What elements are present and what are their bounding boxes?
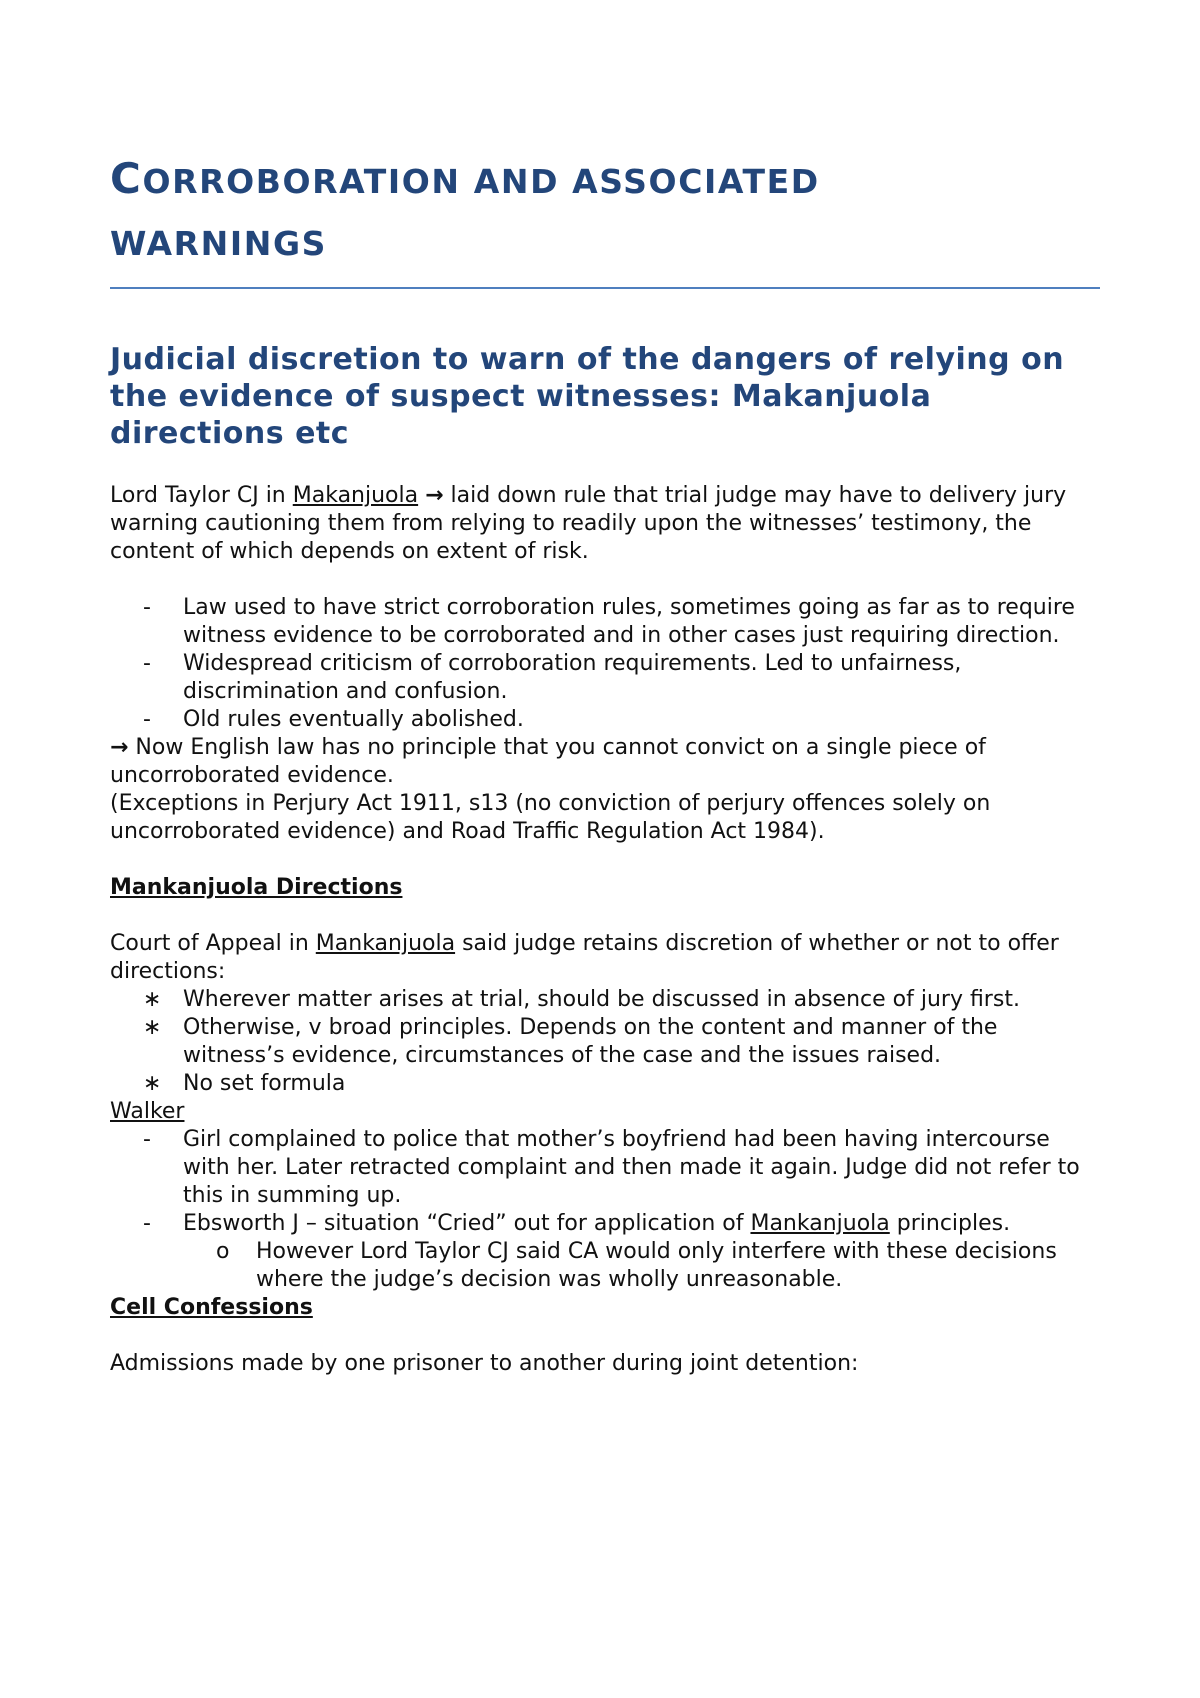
- list-item: [110, 1014, 1100, 1070]
- walker-item2-prefix: Ebsworth J – situation “Cried” out for application of: [183, 1211, 751, 1236]
- title-line-2: WARNINGS: [110, 224, 328, 263]
- title-first-letter: C: [110, 154, 143, 203]
- history-list: [110, 594, 1100, 734]
- list-item: [110, 1070, 1100, 1098]
- now-text: Now English law has no principle that you cannot convict on a single piece of uncorroborated evidence.: [110, 735, 986, 788]
- walker-item2-suffix: principles.: [889, 1211, 1011, 1236]
- asterisk-bullet-icon: ∗: [143, 1071, 162, 1096]
- list-item-text: Wherever matter arises at trial, should be discussed in absence of jury first.: [183, 987, 1020, 1012]
- case-name-makanjuola: Makanjuola: [292, 483, 419, 508]
- arrow-icon: →: [425, 483, 444, 508]
- section-heading: Judicial discretion to warn of the dangers of relying on the evidence of suspect witnesses: Makanjuola directions etc: [110, 342, 1065, 451]
- sub-list-item: [183, 1238, 1100, 1294]
- dash-bullet: -: [143, 707, 151, 732]
- intro-paragraph: [110, 482, 1100, 566]
- title-line-1: ORROBORATION AND ASSOCIATED: [142, 162, 820, 201]
- list-item: [110, 706, 1100, 734]
- list-item-text: [183, 1211, 1010, 1236]
- dash-bullet: -: [143, 651, 151, 676]
- cell-confessions-text: Admissions made by one prisoner to another during joint detention:: [110, 1351, 859, 1376]
- mankanjuola-heading: Mankanjuola Directions: [110, 875, 403, 900]
- mankanjuola-intro-suffix: said judge retains discretion of whether or not to offer directions:: [110, 931, 1059, 984]
- list-item-text: No set formula: [183, 1071, 346, 1096]
- dash-bullet: -: [143, 1211, 151, 1236]
- walker-list: [110, 1126, 1100, 1294]
- list-item-text: Old rules eventually abolished.: [183, 707, 524, 732]
- case-name-mankanjuola: Mankanjuola: [750, 1211, 890, 1236]
- list-item-text: Law used to have strict corroboration rules, sometimes going as far as to require witness evidence to be corroborated and in other cases just requiring direction.: [183, 595, 1075, 648]
- walker-sub-list: [183, 1238, 1100, 1294]
- mankanjuola-list: [110, 986, 1100, 1098]
- arrow-icon: →: [110, 735, 129, 760]
- mankanjuola-intro-prefix: Court of Appeal in: [110, 931, 316, 956]
- list-item: [110, 1210, 1100, 1294]
- dash-bullet: -: [143, 595, 151, 620]
- list-item: [110, 986, 1100, 1014]
- circle-bullet-icon: o: [216, 1239, 230, 1264]
- walker-case-heading: [110, 1098, 1100, 1126]
- case-name-mankanjuola: Mankanjuola: [315, 931, 456, 956]
- list-item: [110, 650, 1100, 706]
- dash-bullet: -: [143, 1127, 151, 1152]
- case-name-walker: Walker: [110, 1099, 185, 1124]
- list-item-text: Girl complained to police that mother’s boyfriend had been having intercourse with her. Later retracted complaint and then made it again. Judge did not refer to this in summing up.: [183, 1127, 1080, 1208]
- intro-suffix: laid down rule that trial judge may have to delivery jury warning cautioning them from relying to readily upon the witnesses’ testimony, the content of which depends on extent of risk.: [110, 483, 1067, 564]
- asterisk-bullet-icon: ∗: [143, 987, 162, 1012]
- asterisk-bullet-icon: ∗: [143, 1015, 162, 1040]
- cell-confessions-heading: Cell Confessions: [110, 1295, 313, 1320]
- now-paragraph: [110, 734, 1100, 790]
- document-title: [110, 148, 1100, 275]
- list-item-text: Otherwise, v broad principles. Depends on the content and manner of the witness’s evidence, circumstances of the case and the issues raised.: [183, 1015, 998, 1068]
- sub-list-item-text: However Lord Taylor CJ said CA would only interfere with these decisions where the judge’s decision was wholly unreasonable.: [256, 1239, 1057, 1292]
- list-item-text: Widespread criticism of corroboration requirements. Led to unfairness, discrimination and confusion.: [183, 651, 962, 704]
- mankanjuola-intro: [110, 930, 1100, 986]
- title-divider: [110, 287, 1100, 289]
- list-item: [110, 594, 1100, 650]
- list-item: [110, 1126, 1100, 1210]
- exceptions-paragraph: (Exceptions in Perjury Act 1911, s13 (no conviction of perjury offences solely on uncorroborated evidence) and Road Traffic Regulation Act 1984).: [110, 791, 991, 844]
- intro-prefix: Lord Taylor CJ in: [110, 483, 293, 508]
